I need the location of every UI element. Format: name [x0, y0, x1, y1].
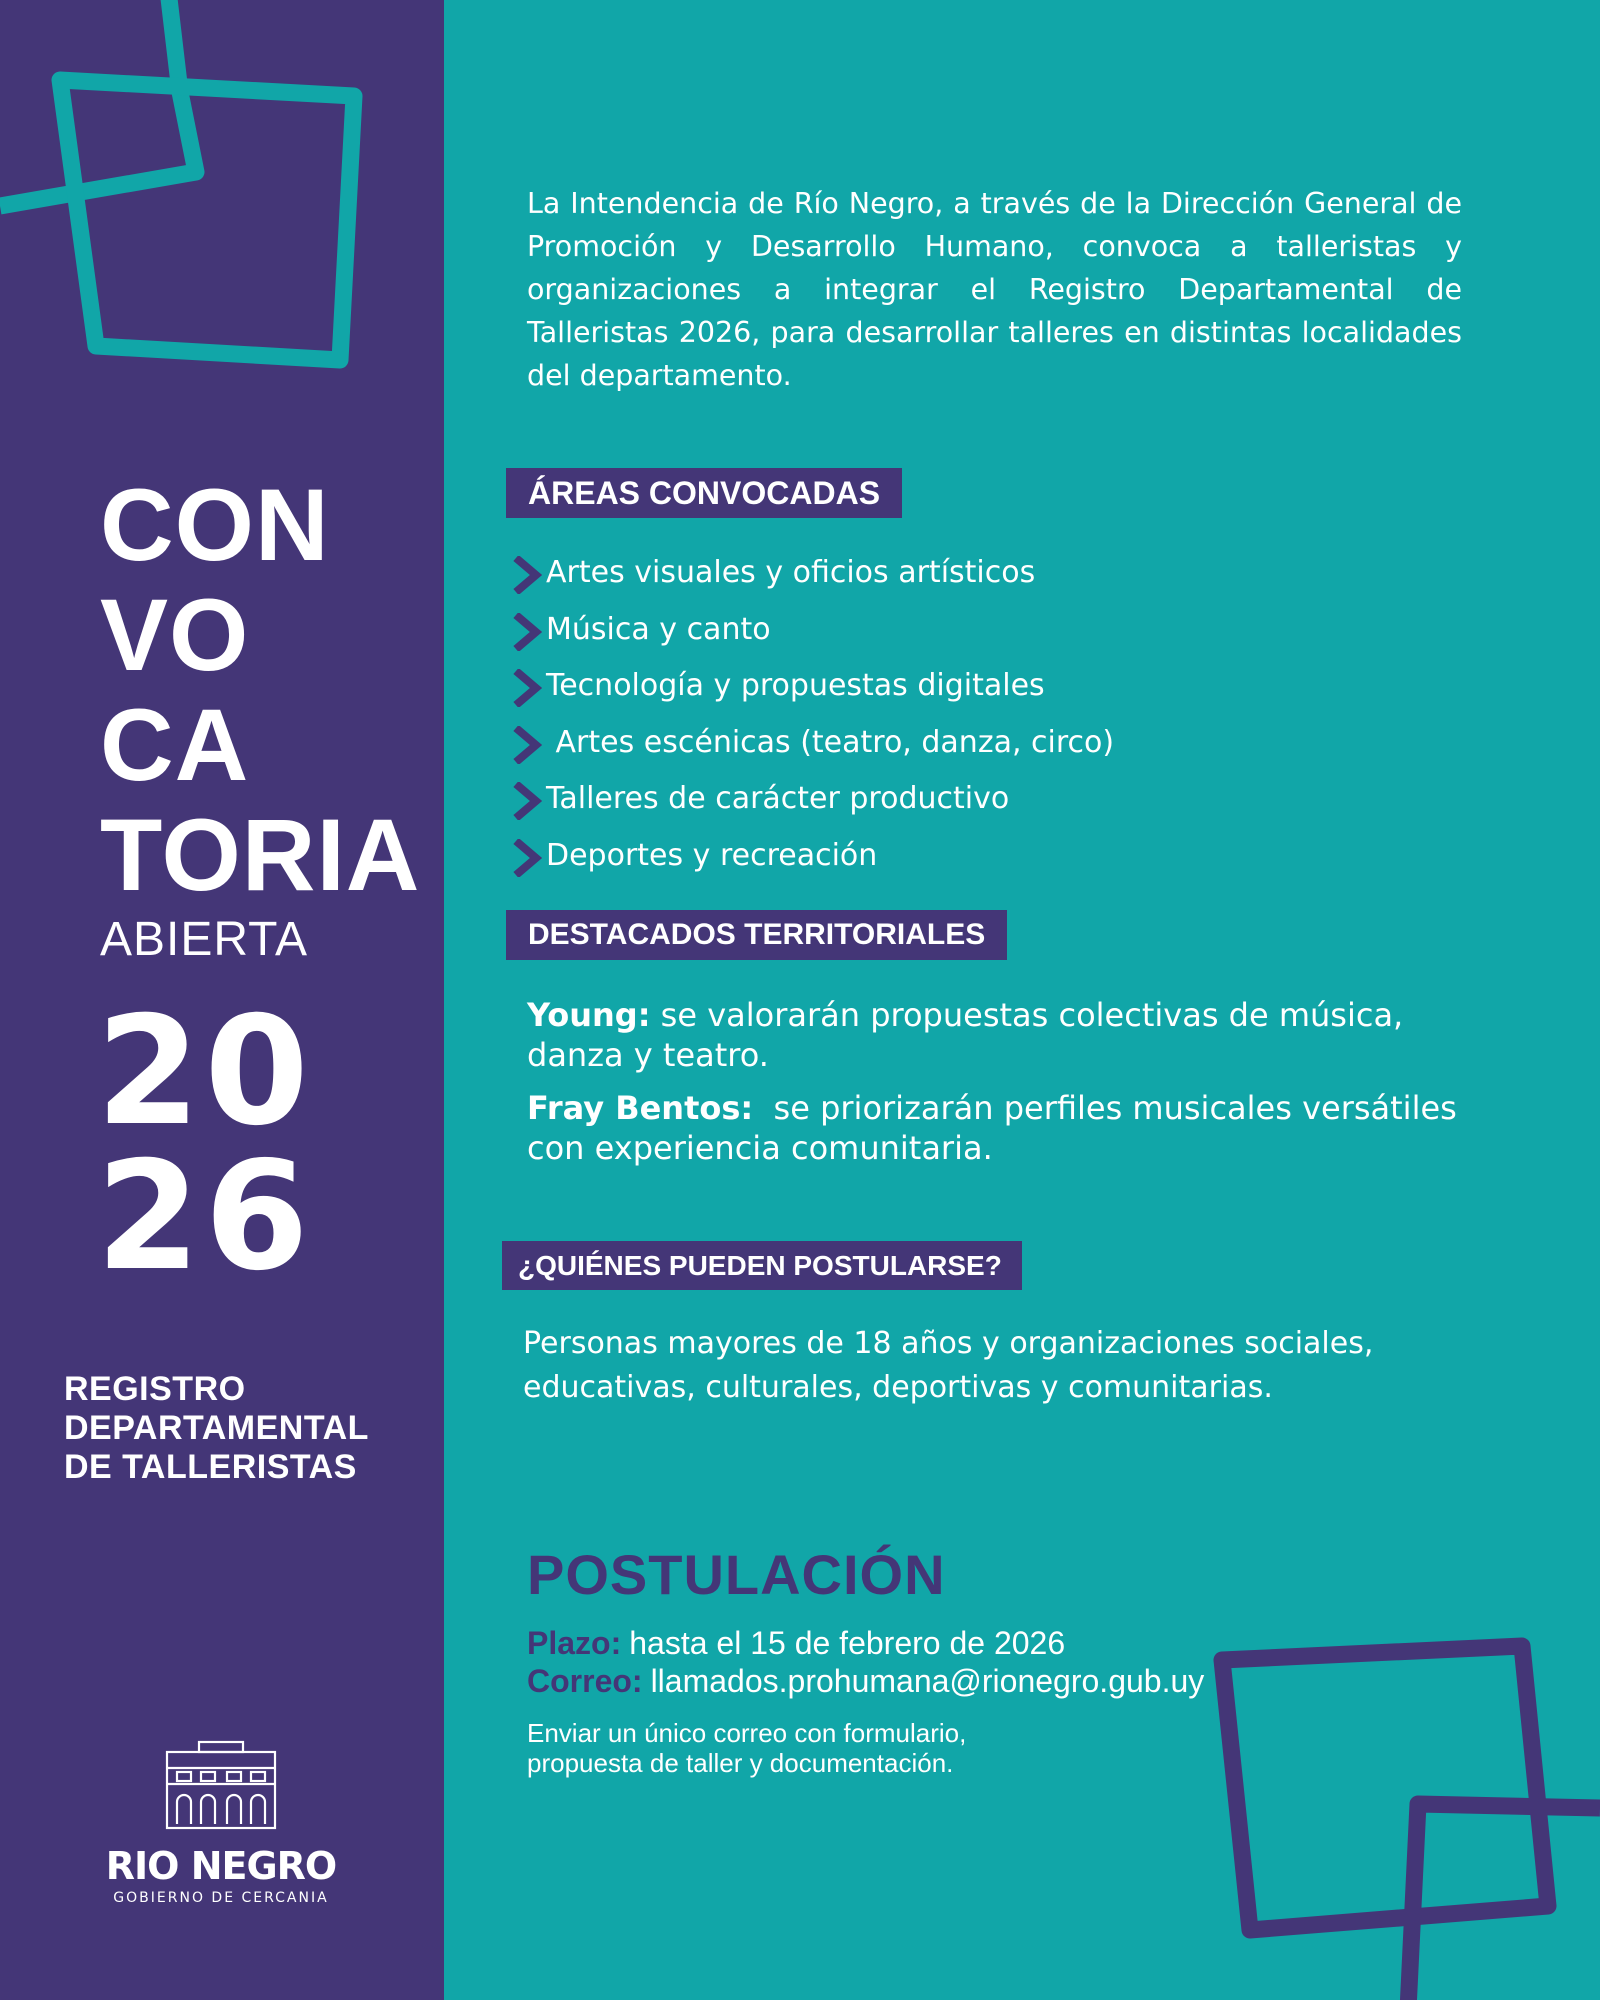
title-line: VO: [100, 578, 250, 692]
destacados-heading: DESTACADOS TERRITORIALES: [506, 910, 1007, 960]
quienes-heading: ¿QUIÉNES PUEDEN POSTULARSE?: [502, 1241, 1022, 1290]
logo-name: RIO NEGRO: [105, 1844, 337, 1888]
area-label: Talleres de carácter productivo: [546, 781, 1010, 816]
list-item: [510, 548, 1114, 605]
area-label: Artes visuales y oficios artísticos: [546, 555, 1036, 590]
chevron-right-icon: [512, 556, 542, 594]
list-item: [510, 831, 1114, 888]
list-item: [510, 661, 1114, 718]
postulacion-title: POSTULACIÓN: [527, 1543, 946, 1606]
year-line: 26: [96, 1130, 313, 1304]
note-line: propuesta de taller y documentación.: [527, 1748, 954, 1778]
destacado-text: se priorizarán perfiles musicales versátiles con experiencia comunitaria.: [527, 1089, 1467, 1167]
plazo-value: hasta el 15 de febrero de 2026: [629, 1625, 1066, 1661]
area-label: Deportes y recreación: [546, 837, 878, 873]
year-line: 20: [96, 985, 313, 1159]
convocatoria-title: [100, 470, 420, 910]
chevron-right-icon: [512, 782, 542, 820]
destacado-place: Fray Bentos:: [527, 1089, 754, 1127]
left-panel: [0, 0, 444, 2000]
areas-heading: ÁREAS CONVOCADAS: [506, 468, 902, 518]
correo-value[interactable]: llamados.prohumana@rionegro.gub.uy: [650, 1663, 1205, 1699]
correo-label: Correo:: [527, 1663, 643, 1699]
plazo-label: Plazo:: [527, 1625, 622, 1661]
destacado-place: Young:: [527, 996, 651, 1034]
chevron-right-icon: [512, 726, 542, 764]
chevron-right-icon: [512, 669, 542, 707]
intro-paragraph: La Intendencia de Río Negro, a través de la Dirección General de Promoción y Desarrollo Humano, convoca a talleristas y organizaciones a integrar el Registro Departamental de Talleristas 2026, para desarrollar talleres en distintas localidades del departamento.: [527, 187, 1462, 392]
destacado-fray-bentos: [527, 1088, 1467, 1168]
abierta-subtitle: ABIERTA: [100, 913, 308, 966]
year-display: [96, 985, 313, 1304]
list-item: [510, 718, 1114, 775]
note-line: Enviar un único correo con formulario,: [527, 1718, 967, 1748]
area-label: Tecnología y propuestas digitales: [546, 668, 1045, 703]
list-item: [510, 605, 1114, 662]
list-item: [510, 774, 1114, 831]
title-line: TORIA: [100, 798, 421, 912]
correo-row: [527, 1663, 1204, 1700]
area-label: Artes escénicas (teatro, danza, circo): [546, 724, 1115, 760]
registro-label: [64, 1370, 369, 1487]
quienes-text: Personas mayores de 18 años y organizaciones sociales, educativas, culturales, deportivas y comunitarias.: [523, 1326, 1374, 1405]
postulacion-note: [527, 1718, 966, 1778]
destacado-young: [527, 995, 1467, 1075]
registro-line: DE TALLERISTAS: [64, 1448, 357, 1486]
logo-tagline: GOBIERNO DE CERCANIA: [113, 1890, 329, 1906]
registro-line: DEPARTAMENTAL: [64, 1409, 369, 1447]
square-outline-decoration: [0, 0, 444, 400]
building-icon: [163, 1740, 279, 1832]
destacado-text: se valorarán propuestas colectivas de música, danza y teatro.: [527, 996, 1414, 1074]
title-line: CON: [100, 468, 330, 582]
areas-list: [510, 548, 1114, 887]
area-label: Música y canto: [546, 611, 771, 647]
title-line: CA: [100, 688, 250, 802]
rio-negro-logo: [96, 1740, 346, 1906]
chevron-right-icon: [512, 613, 542, 651]
plazo-row: [527, 1625, 1065, 1662]
chevron-right-icon: [512, 839, 542, 877]
registro-line: REGISTRO: [64, 1370, 246, 1408]
